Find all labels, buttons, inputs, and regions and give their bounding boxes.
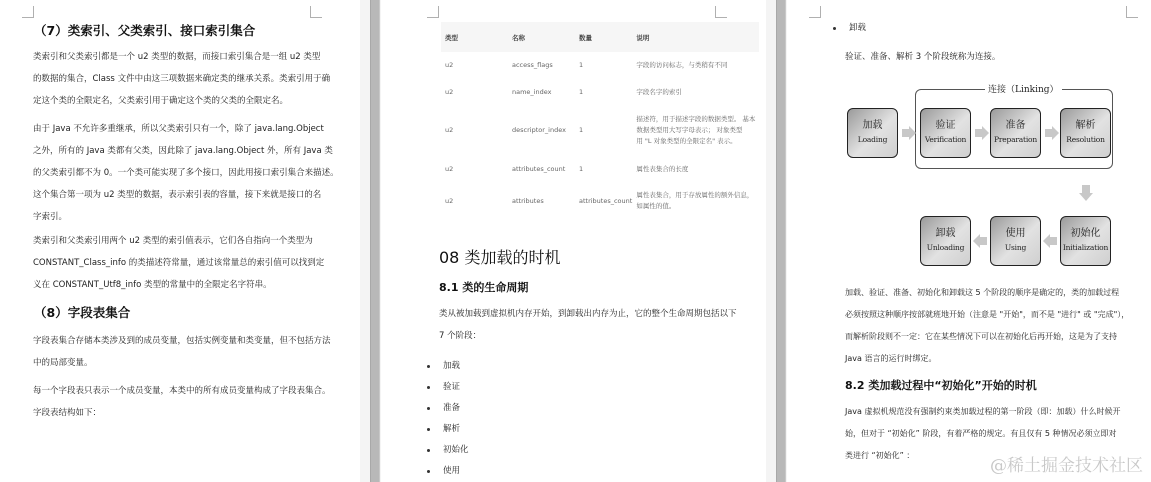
arrow-right-icon [902,126,916,140]
stage-unloading: 卸载 Unloading [920,216,971,266]
document-page-2 [381,0,772,482]
arrow-right-icon [975,126,989,140]
document-page-3 [787,0,1151,482]
heading-field-table: （8）字段表集合 [34,305,131,320]
stage-verification: 验证 Verification [920,108,971,158]
column-header-count: 数量 [575,22,632,52]
stage-initialization: 初始化 Initialization [1060,216,1111,266]
subsection-title: 8.2 类加载过程中“初始化”开始的时机 [845,379,1037,392]
document-page-1 [0,0,366,482]
heading-class-index: （7）类索引、父类索引、接口索引集合 [34,23,256,38]
subsection-title: 8.1 类的生命周期 [439,281,529,294]
bullet-icon [427,365,430,368]
bullet-icon [833,27,836,30]
table-row: u2 descriptor_index 1 描述符，用于描述字段的数据类型。 基本 数据类型用大写字母表示； 对象类型 用 "L 对象类型的全限定名" 表示。 [445,115,756,145]
table-header-row [441,22,759,52]
linking-group-label: 连接（Linking） [985,82,1062,95]
list-item: 加载 [427,356,469,377]
page-separator [360,0,381,482]
margin-corner-mark [715,6,727,18]
list-item: 解析 [427,419,469,440]
bullet-icon [427,470,430,473]
paragraph: 由于 Java 不允许多重继承，所以父类索引只有一个，除了 java.lang.Object 之外，所有的 Java 类都有父类，因此除了 java.lang.Object 外，所有 Java 类 的父类索引都不为 0。一个类可能实现了多个接口，因此用接口索引集合来描述。 这个集合第一项为 u2 类型的数据，表示索引表的容量，接下来就是接口的名 字索引。 [33,124,339,222]
arrow-right-icon [1045,126,1059,140]
paragraph: 每一个字段表只表示一个成员变量，本类中的所有成员变量构成了字段表集合。 字段表结构如下： [33,386,331,418]
paragraph: 验证、准备、解析 3 个阶段统称为连接。 [845,52,1001,62]
stage-preparation: 准备 Preparation [990,108,1041,158]
bullet-icon [427,407,430,410]
lifecycle-stage-list [427,356,469,482]
paragraph: 加载、验证、准备、初始化和卸载这 5 个阶段的顺序是确定的，类的加载过程 必须按照这种顺序按部就班地开始（注意是 "开始"，而不是 "进行" 或 "完成"）， 而解析阶段则不一定：它在某些情况下可以在初始化后再开始，这是为了支持 Java 语言的运行时绑定。 [845,288,1130,363]
column-header-name: 名称 [508,22,575,52]
stage-loading: 加载 Loading [847,108,898,158]
list-item: 使用 [427,461,469,482]
paragraph: 类索引和父类索引都是一个 u2 类型的数据，而接口索引集合是一组 u2 类型 的数据的集合，Class 文件中由这三项数据来确定类的继承关系。类索引用于确 定这个类的全限定名，父类索引用于确定这个类的父类的全限定名。 [33,52,331,106]
stage-using: 使用 Using [990,216,1041,266]
list-item: 准备 [427,398,469,419]
table-row: u2 attributes_count 1 属性表集合的长度 [445,164,689,173]
paragraph: Java 虚拟机规范没有强制约束类加载过程的第一阶段（即：加载）什么时候开 始，但对于 “初始化” 阶段，有着严格的规定。有且仅有 5 种情况必须立即对 类进行 “初始化” ： [845,407,1121,460]
bullet-icon [427,386,430,389]
section-title: 08 类加载的时机 [439,248,561,267]
arrow-left-icon [1043,234,1057,248]
stage-resolution: 解析 Resolution [1060,108,1111,158]
table-row: u2 access_flags 1 字段的访问标志，与类稍有不同 [445,60,728,69]
paragraph: 类从被加载到虚拟机内存开始，到卸载出内存为止，它的整个生命周期包括以下 7 个阶段： [439,309,737,341]
field-table [441,22,759,219]
lifecycle-stage-list-continued [833,18,866,39]
arrow-left-icon [973,234,987,248]
margin-corner-mark [427,6,439,18]
list-item: 卸载 [833,18,866,39]
margin-corner-mark [809,6,821,18]
column-header-type: 类型 [441,22,508,52]
paragraph: 字段表集合存储本类涉及到的成员变量，包括实例变量和类变量，但不包括方法 中的局部变量。 [33,336,331,368]
list-item: 验证 [427,377,469,398]
bullet-icon [427,449,430,452]
class-lifecycle-diagram [835,80,1135,280]
arrow-down-icon [1079,185,1093,201]
margin-corner-mark [22,6,34,18]
column-header-description: 说明 [632,22,759,52]
list-item: 初始化 [427,440,469,461]
page-separator [766,0,787,482]
margin-corner-mark [1126,6,1138,18]
bullet-icon [427,428,430,431]
paragraph: 类索引和父类索引用两个 u2 类型的索引值表示，它们各自指向一个类型为 CONSTANT_Class_info 的类描述符常量，通过该常量总的索引值可以找到定 义在 CONSTANT_Utf8_info 类型的常量中的全限定名字符串。 [33,236,325,290]
table-row: u2 name_index 1 字段名字的索引 [445,87,682,96]
margin-corner-mark [310,6,322,18]
watermark: @稀土掘金技术社区 [990,456,1143,476]
table-row: u2 attributes attributes_count 属性表集合，用于存放属性的额外信息， 如属性的值。 [445,191,754,210]
